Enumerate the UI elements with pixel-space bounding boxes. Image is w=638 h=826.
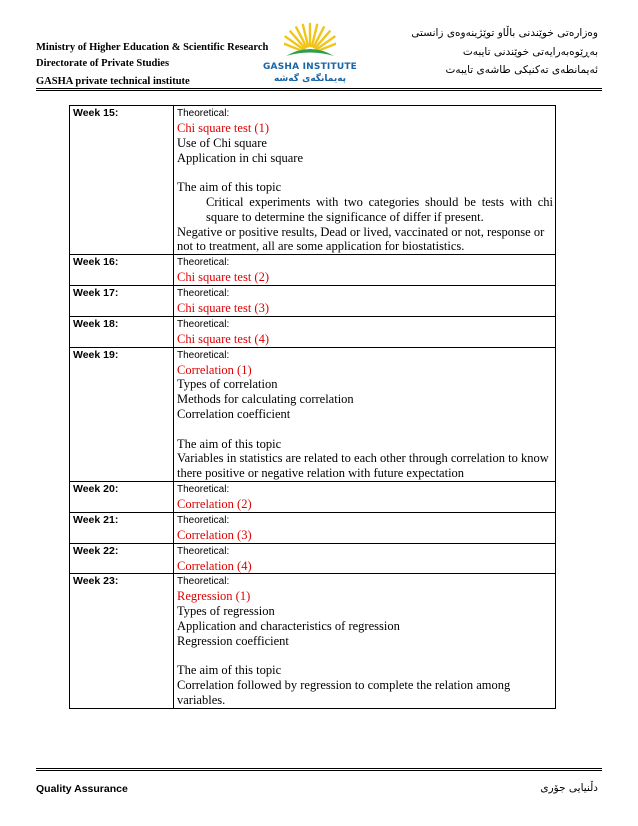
institute-name: GASHA private technical institute bbox=[36, 76, 190, 87]
week-content bbox=[174, 316, 556, 347]
week-label: Week 15: bbox=[70, 106, 174, 255]
spacer bbox=[177, 165, 553, 180]
institute-name-kurdish: ئەیمانطەی تەکنیکی طاشەی تایبەت bbox=[445, 64, 598, 76]
table-row bbox=[70, 543, 556, 574]
week-content bbox=[174, 106, 556, 255]
ministry-name-kurdish: وەزارەتی خوێندنی باڵاو توێژینەوەی زانستی bbox=[411, 27, 598, 39]
aim-text: Variables in statistics are related to each other through correlation to know there positive or negative relation with future expectation bbox=[177, 451, 549, 481]
logo-arc bbox=[286, 49, 334, 56]
aim-indented-text: Critical experiments with two categories should be tests with chi square to determine the significance of differ if present. bbox=[206, 194, 553, 224]
week-label: Week 18: bbox=[70, 316, 174, 347]
week-content bbox=[174, 543, 556, 574]
session-type: Theoretical: bbox=[177, 514, 230, 526]
table-row bbox=[70, 106, 556, 255]
table-row bbox=[70, 481, 556, 512]
week-content bbox=[174, 512, 556, 543]
aim-text: Correlation followed by regression to complete the relation among variables. bbox=[177, 678, 511, 707]
session-type: Theoretical: bbox=[177, 108, 230, 119]
session-type: Theoretical: bbox=[177, 287, 230, 299]
session-type: Theoretical: bbox=[177, 318, 230, 330]
week-content bbox=[174, 285, 556, 316]
spacer bbox=[177, 649, 553, 664]
topic-line: Application and characteristics of regression bbox=[177, 618, 400, 633]
logo-name: GASHA INSTITUTE bbox=[262, 62, 358, 72]
topic-line: Use of Chi square bbox=[177, 135, 267, 150]
aim-heading: The aim of this topic bbox=[177, 436, 282, 451]
aim-heading: The aim of this topic bbox=[177, 180, 282, 195]
table-row bbox=[70, 347, 556, 481]
aim-heading: The aim of this topic bbox=[177, 663, 282, 678]
week-label: Week 22: bbox=[70, 543, 174, 574]
logo-kurdish-name: پەیمانگەی گەشە bbox=[273, 74, 347, 84]
header-divider bbox=[36, 88, 602, 91]
topic-title: Chi square test (4) bbox=[177, 331, 269, 346]
topic-line: Regression coefficient bbox=[177, 633, 289, 648]
table-row bbox=[70, 574, 556, 708]
spacer bbox=[177, 422, 553, 437]
week-label: Week 19: bbox=[70, 347, 174, 481]
directorate-name-kurdish: بەڕێوەبەرایەتی خوێندنی تایبەت bbox=[462, 46, 598, 58]
table-row bbox=[70, 255, 556, 286]
page-header bbox=[0, 0, 638, 100]
topic-title: Correlation (1) bbox=[177, 362, 252, 377]
topic-title: Regression (1) bbox=[177, 589, 251, 604]
week-label: Week 21: bbox=[70, 512, 174, 543]
topic-title: Correlation (3) bbox=[177, 527, 252, 542]
topic-line: Application in chi square bbox=[177, 150, 304, 165]
week-label: Week 17: bbox=[70, 285, 174, 316]
footer-quality-assurance: Quality Assurance bbox=[36, 783, 128, 795]
table-row bbox=[70, 285, 556, 316]
session-type: Theoretical: bbox=[177, 257, 230, 269]
topic-line: Types of regression bbox=[177, 604, 275, 619]
week-content bbox=[174, 481, 556, 512]
session-type: Theoretical: bbox=[177, 545, 230, 557]
ministry-name: Ministry of Higher Education & Scientific Research bbox=[36, 42, 269, 53]
topic-title: Chi square test (2) bbox=[177, 270, 269, 285]
gasha-institute-logo bbox=[262, 22, 358, 96]
sunrise-logo-icon bbox=[284, 22, 336, 62]
session-type: Theoretical: bbox=[177, 349, 230, 361]
week-content bbox=[174, 574, 556, 708]
week-content bbox=[174, 347, 556, 481]
topic-line: Types of correlation bbox=[177, 377, 278, 392]
week-label: Week 16: bbox=[70, 255, 174, 286]
week-content bbox=[174, 255, 556, 286]
table-row bbox=[70, 316, 556, 347]
footer-quality-assurance-kurdish: دڵنیایی جۆری bbox=[540, 782, 598, 794]
directorate-name: Directorate of Private Studies bbox=[36, 58, 170, 69]
session-type: Theoretical: bbox=[177, 483, 230, 495]
topic-title: Correlation (4) bbox=[177, 558, 252, 573]
week-label: Week 20: bbox=[70, 481, 174, 512]
topic-title: Correlation (2) bbox=[177, 496, 252, 511]
topic-line: Methods for calculating correlation bbox=[177, 392, 354, 407]
footer-divider bbox=[36, 768, 602, 771]
weekly-schedule-table bbox=[69, 105, 556, 709]
topic-title: Chi square test (1) bbox=[177, 121, 269, 135]
topic-title: Chi square test (3) bbox=[177, 300, 269, 315]
topic-line: Correlation coefficient bbox=[177, 406, 291, 421]
aim-text: Negative or positive results, Dead or lived, vaccinated or not, response or not to treatment, all are some application for biostatistics. bbox=[177, 224, 545, 254]
session-type: Theoretical: bbox=[177, 576, 230, 588]
table-row bbox=[70, 512, 556, 543]
week-label: Week 23: bbox=[70, 574, 174, 708]
